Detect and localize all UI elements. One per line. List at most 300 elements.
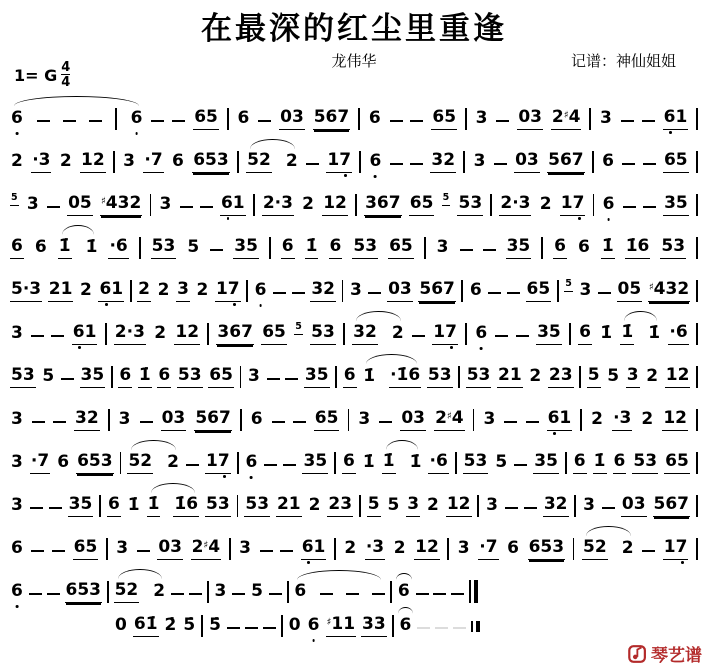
note: 53 [632,452,658,474]
note: 1̇ [147,495,161,517]
note: 6 [157,366,171,388]
duration-dash [524,507,537,510]
note: 6 [368,108,381,129]
note: 2 [621,538,634,559]
barline [237,151,239,173]
note: 35 [68,495,94,517]
barline [334,538,336,560]
note: 6 [469,280,482,301]
note: 2 [137,280,151,302]
note: 1̇ [305,237,319,259]
score-body [0,87,708,637]
duration-dash [372,593,385,596]
barline [465,323,467,345]
duration-dash [598,292,611,295]
key-signature [14,61,70,89]
note: 3 [214,581,227,602]
barline [589,108,591,130]
note: 1̇6 [625,237,651,259]
note: 1̇ [593,452,607,474]
note: 1̇ [58,237,72,259]
note: 52 [127,452,153,474]
note: 3 [350,280,362,301]
note: 5·3 [10,280,42,302]
note: 6 [281,237,295,259]
duration-dash [368,292,381,295]
barline [458,366,460,388]
note: 3 [626,366,640,388]
score-line [10,560,478,603]
note: 23 [548,366,574,388]
duration-dash [410,120,423,123]
duration-dash [63,120,76,123]
note: 53 [466,366,492,388]
note: 35 [233,237,259,259]
barline [463,151,465,173]
note: 03 [517,108,543,130]
barline [113,151,115,173]
note: ·6 [668,323,688,345]
duration-dash [263,627,276,630]
note: 6 [507,538,519,559]
score-line [114,603,480,637]
note: 5̇ [209,615,221,636]
note: 12 [414,538,440,560]
note: 03 [161,409,187,431]
barline [120,452,122,474]
duration-dash [642,120,655,123]
note: 53 [457,194,483,216]
barline [696,237,698,259]
barline [130,280,132,302]
barline [696,280,698,302]
tie-group [293,582,385,603]
note: 567 [547,151,585,173]
barline [335,366,337,388]
note: 65 [388,237,414,259]
note: 65 [208,366,234,388]
note: 6 [118,366,132,388]
barline [424,237,426,259]
note: 6 [250,409,263,430]
barline [240,366,242,388]
note: ·3 [612,409,632,431]
tie-group [114,581,167,603]
grace-note: 5 [564,279,573,292]
tie-group [362,366,421,388]
barline [348,409,350,431]
note: ·6 [108,237,128,259]
note: 65 [664,452,690,474]
barline [287,581,289,603]
duration-dash [140,421,153,424]
barline [490,194,492,216]
note: ♯432 [648,280,690,302]
duration-dash [346,593,359,596]
note: 2 [80,280,92,301]
grace-note: 5 [10,193,19,206]
note: 21 [497,366,523,388]
note: 2 [59,151,72,172]
duration-dash [496,120,509,123]
note: 3 [579,280,592,301]
note: 65 [73,538,99,560]
duration-dash [504,421,517,424]
note: 12 [80,151,106,173]
note: 03 [514,151,540,173]
duration-dash [379,421,392,424]
note: 2·3 [114,323,146,345]
note: 2 [153,581,166,602]
duration-dash [260,550,273,553]
barline [240,409,242,431]
duration-dash [283,464,296,467]
duration-dash [137,550,150,553]
note: 2 [344,538,357,559]
note: ·3 [31,151,51,173]
duration-dash [526,421,539,424]
note: 567 [418,280,456,302]
duration-dash [200,206,213,209]
barline [227,108,229,130]
note: 32 [352,323,378,345]
note: 1̇ [85,237,98,258]
note: 65 [261,323,287,345]
duration-dash [151,120,164,123]
note: 3 [483,409,496,430]
note: 17 [215,280,241,302]
note: 6 [553,237,567,259]
note: ♯432 [100,194,142,216]
barline [107,581,109,603]
barline [696,194,698,216]
score-line [10,388,698,431]
note: 6 [34,237,47,258]
note: 5̇ [183,615,196,636]
time-signature [61,61,70,89]
duration-dash [273,292,286,295]
note: 2 [393,538,406,559]
barline [342,280,344,302]
note: 2 [646,366,659,387]
note: ·7 [30,452,50,474]
tie-group [620,323,661,345]
tie-group [10,108,143,130]
duration-dash [31,335,44,338]
note: 33 [361,615,387,637]
note: 3 [123,151,136,172]
barline [115,108,117,130]
duration-dash [267,378,280,381]
note: 61 [663,108,689,130]
barline [334,452,336,474]
note: 6 [474,324,488,345]
note: 53 [244,495,270,517]
composer-name: 龙伟华 [331,52,377,71]
barline [579,366,581,388]
barline [269,237,271,259]
time-signature-bottom: 4 [61,75,71,91]
barline [696,538,698,560]
barline [237,495,239,517]
note: ·3 [365,538,385,560]
note: 2 [391,323,404,344]
note: 6 [245,453,259,474]
sharp-sign: ♯ [648,282,654,294]
duration-dash-light [453,627,466,630]
note: 6 [342,452,356,474]
tie-group [382,452,423,474]
barline [574,495,576,517]
score-line [10,345,698,388]
note: 6 [10,582,24,603]
note: 65 [526,280,552,302]
score-line [10,216,698,259]
duration-dash [390,163,403,166]
duration-dash [171,593,184,596]
note: 6 [237,108,250,129]
note: 6 [294,581,307,602]
duration-dash [433,593,446,596]
duration-dash [264,464,277,467]
sharp-sign: ♯ [563,110,569,122]
note: 65 [431,108,457,130]
note: 35 [304,366,330,388]
time-signature-top: 4 [61,60,71,76]
barline [557,280,559,302]
note: 2 [308,495,321,516]
note: 653 [65,581,103,603]
note: 3 [11,495,23,516]
note: 5 [495,452,508,473]
note: 12 [322,194,348,216]
final-barline-thin [471,621,473,632]
score-line [10,302,698,345]
barline [455,452,457,474]
note: 5 [42,366,55,387]
note: ·6 [428,452,448,474]
barline [569,323,571,345]
note: 35 [80,366,106,388]
barline [390,581,392,603]
final-barline-small [471,621,479,632]
note: 3 [436,237,449,258]
note: 6 [11,538,23,559]
final-barline [469,580,477,603]
note: 1̇ [620,323,634,345]
score-line [10,87,698,130]
sharp-sign: ♯ [326,617,332,629]
note: 1̇6 [173,495,199,517]
barline [696,323,698,345]
note: 23 [327,495,353,517]
note: 2 [11,151,23,172]
barline [696,108,698,130]
note: 3 [176,280,190,302]
score-line [10,130,698,173]
note: 2 [196,280,209,301]
barline [565,452,567,474]
note: 1̇ [362,452,375,473]
note: 6 [10,109,24,130]
note: 12 [665,366,691,388]
note: 12 [174,323,200,345]
note: 1̇ [409,452,422,473]
note: 2 [529,366,542,387]
watermark-text: 琴艺谱 [651,646,702,666]
note: 1̇ [138,366,152,388]
note: 3 [11,323,23,344]
note: 653 [192,151,230,173]
watermark [627,641,702,666]
transcriber-credit: 记谱：神仙姐姐 [570,52,676,71]
barline [592,151,594,173]
barline [696,151,698,173]
note: 1̇ [648,323,661,344]
note: 53 [10,366,36,388]
duration-dash [451,593,464,596]
barline [461,280,463,302]
duration-dash [642,550,655,553]
barline [447,538,449,560]
note: 03 [279,108,305,130]
note: 3 [406,495,420,517]
barline [237,452,239,474]
duration-dash [172,120,185,123]
grace-note: 5 [442,193,451,206]
note: 52 [114,581,140,603]
note: 5 [387,495,400,516]
sharp-sign: ♯ [446,411,452,423]
barline [343,323,345,345]
tie-group [127,452,180,474]
note: 6 [130,109,144,130]
note: 6 [369,152,383,173]
duration-dash [622,163,635,166]
note: 2 [539,194,552,215]
note: 2 [302,194,314,215]
note: 61 [98,280,124,302]
note: 32 [310,280,336,302]
note: 3 [26,194,39,215]
note: 1̇ [127,495,140,516]
note: 5 [607,366,620,387]
note: 6 [613,452,627,474]
duration-dash [483,249,496,252]
duration-dash [293,421,306,424]
duration-dash [61,378,74,381]
note: 6 [397,582,411,603]
duration-dash [602,507,615,510]
duration-dash [416,593,429,596]
note: 2 [154,323,167,344]
note: 65 [193,108,219,130]
note: 2 [591,409,603,430]
key-prefix: 1= G [14,65,58,85]
barline [111,366,113,388]
note: 3 [358,409,371,430]
final-barline-thick [474,580,478,603]
duration-dash [180,206,193,209]
duration-dash [494,163,507,166]
note: 3 [159,194,172,215]
note: 53 [205,495,231,517]
duration-dash [210,249,223,252]
note: 2 [641,409,654,430]
note: 17 [326,151,352,173]
note: 6 [343,366,357,388]
barline [207,581,209,603]
barline [580,409,582,431]
note: 5 [367,495,381,517]
note: 367 [364,194,402,216]
duration-dash [623,206,636,209]
note: 3 [239,538,251,559]
note: 2·3 [262,194,294,216]
note: 3 [11,409,23,430]
duration-dash [47,206,60,209]
note: 6 [602,151,614,172]
note: 17 [663,538,689,560]
note: 6 [573,452,587,474]
duration-dash [32,421,45,424]
note: 3 [118,409,131,430]
final-barline-thin [469,580,471,603]
meta-row [0,49,708,91]
duration-dash-light [417,627,430,630]
tie-group [58,237,99,259]
note: 32 [430,151,456,173]
barline [246,280,248,302]
note: 53 [177,366,203,388]
note: 52 [246,151,272,173]
note: 6 [57,452,70,473]
note: 05 [67,194,93,216]
note: 653 [528,538,566,560]
duration-dash [52,550,65,553]
duration-dash [51,335,64,338]
note: 653 [76,452,114,474]
score-line [10,431,698,474]
grace-note: 5 [294,322,303,335]
note: 35 [533,452,559,474]
note: 0 [115,615,127,636]
barline [696,366,698,388]
note: 65 [314,409,340,431]
duration-dash [514,464,527,467]
note: 53 [660,237,686,259]
duration-dash [269,593,282,596]
duration-dash [505,507,518,510]
score-line [10,259,698,302]
note: 3 [116,538,129,559]
note: 03 [400,409,426,431]
tie-group [147,495,200,517]
barline [465,108,467,130]
note: 17 [432,323,458,345]
note: 17 [205,452,231,474]
note: 53 [427,366,453,388]
note: 6 [578,323,592,345]
duration-dash [643,206,656,209]
duration-dash [49,507,62,510]
barline [477,495,479,517]
note: 05 [617,280,643,302]
duration-dash [189,593,202,596]
note: 53 [463,452,489,474]
note: 32 [543,495,569,517]
barline [108,409,110,431]
